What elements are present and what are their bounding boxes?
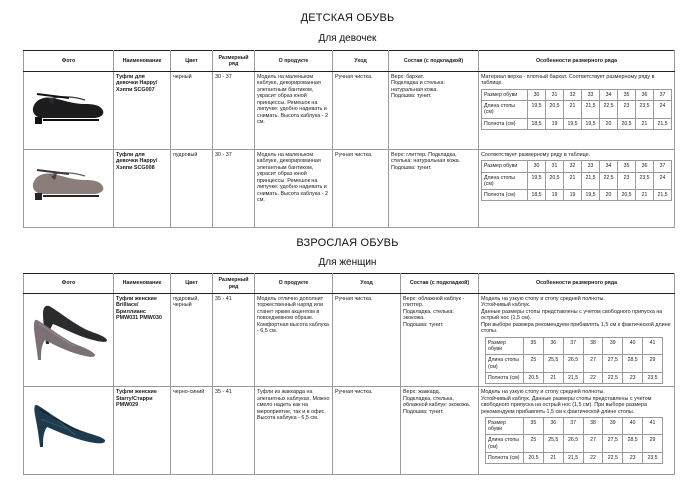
- size-cell: 28,5: [623, 355, 643, 372]
- material-line: Подкладка, стелька, облажной каблук: экокожа.: [403, 395, 471, 409]
- size-cell: 27,5: [603, 435, 623, 452]
- product-name: Туфли для девочки Happy/Хэппи SCG007: [114, 72, 171, 150]
- features-text: Модель на узкую стопу и стопу средней полноты.: [481, 389, 605, 396]
- size-cell: 27: [583, 435, 603, 452]
- size-cell: 21: [636, 190, 654, 201]
- size-table: [481, 160, 672, 201]
- features-text: Соответствует размерному ряду в таблице.: [481, 152, 591, 158]
- features-text: Материал верха - плотный бархат. Соответствует размерному ряду в таблице.: [481, 74, 655, 87]
- size-row-label: Полнота (см): [486, 452, 524, 463]
- material-line: Подошва: тунит.: [403, 408, 444, 415]
- size-cell: 23,5: [643, 372, 663, 383]
- section-subtitle-girls: Для девочек: [318, 33, 377, 44]
- size-cell: 31: [546, 161, 564, 172]
- size-cell: 37: [563, 337, 583, 354]
- header-product: О продукте: [255, 274, 333, 294]
- size-row-label: Полнота (см): [482, 118, 528, 129]
- size-cell: 27: [583, 355, 603, 372]
- size-cell: 25,5: [543, 435, 563, 452]
- material-line: Подкладка и стелька: натуральная кожа.: [391, 80, 445, 93]
- product-color: черно-синий: [171, 387, 213, 475]
- size-cell: 24: [654, 101, 672, 118]
- size-cell: 31: [546, 89, 564, 100]
- size-cell: 32: [564, 161, 582, 172]
- size-cell: 25: [524, 355, 544, 372]
- size-cell: 20: [600, 190, 618, 201]
- size-features: [479, 150, 675, 228]
- size-cell: 39: [603, 337, 623, 354]
- product-photo: [24, 387, 114, 475]
- table-row: [24, 72, 675, 150]
- features-text: Модель на узкую стопу и стопу средней полноты.: [481, 296, 605, 302]
- features-text: При выборе размера рекомендуем прибавлять 1,5 см к фактической длине стопы.: [481, 321, 671, 335]
- size-table: [485, 417, 663, 464]
- size-cell: 21: [543, 452, 563, 463]
- size-cell: 23,5: [636, 101, 654, 118]
- size-cell: 20,5: [524, 372, 544, 383]
- size-row-label: Полнота (см): [486, 372, 524, 383]
- material-line: Подошва: тунит.: [403, 321, 444, 328]
- jacquard-pump-icon: [27, 389, 111, 453]
- glitter-girls-shoe-icon: [29, 152, 109, 210]
- size-cell: 18,5: [528, 118, 546, 129]
- header-color: Цвет: [171, 51, 213, 72]
- size-row-label: Длина стопы (см): [482, 101, 528, 118]
- product-color: черный: [171, 72, 213, 150]
- table-row: [24, 294, 675, 387]
- size-cell: 34: [600, 89, 618, 100]
- header-name: Наименование: [114, 51, 171, 72]
- size-cell: 18,5: [528, 190, 546, 201]
- size-cell: 28,5: [623, 435, 643, 452]
- product-color: пудровый: [171, 150, 213, 228]
- size-cell: 25,5: [543, 355, 563, 372]
- size-cell: 36: [543, 418, 563, 435]
- size-cell: 37: [563, 418, 583, 435]
- material-line: Подкладка, стелька: экокожа.: [403, 308, 454, 322]
- size-cell: 20: [600, 118, 618, 129]
- section-subtitle-women: Для женщин: [318, 257, 377, 268]
- features-text: Данные размеры стопы представлены с учетом свободного припуска на острый нос (1,5 см).: [481, 308, 663, 322]
- size-cell: 36: [543, 337, 563, 354]
- size-cell: 41: [643, 337, 663, 354]
- size-cell: 21: [636, 118, 654, 129]
- features-text: Устойчивый каблук. Данные размеры стопы представлены с учетом свободного припуска на острый нос (1,5 см). При выборе размера рекомендуем прибавлять 1,5 см к фактической длине стопы.: [481, 395, 652, 415]
- product-size-range: 35 - 41: [213, 387, 255, 475]
- size-features: [479, 294, 675, 387]
- size-cell: 25: [524, 435, 544, 452]
- size-features: [479, 387, 675, 475]
- size-cell: 19,5: [528, 101, 546, 118]
- header-features: Особенности размерного ряда: [479, 274, 675, 294]
- size-row-label: Длина стопы (см): [486, 435, 524, 452]
- size-cell: 35: [524, 418, 544, 435]
- size-cell: 21,5: [582, 172, 600, 189]
- size-cell: 27,5: [603, 355, 623, 372]
- size-cell: 21: [564, 101, 582, 118]
- product-material: [389, 72, 479, 150]
- product-size-range: 30 - 37: [213, 72, 255, 150]
- size-cell: 20,5: [618, 190, 636, 201]
- size-cell: 37: [654, 161, 672, 172]
- product-description: Модель отлично дополнит торжественный наряд или станет ярким акцентом в повседневном образе. Комфортная высота каблука - 6,5 см.: [255, 294, 333, 387]
- size-cell: 19: [546, 118, 564, 129]
- section-title-kids: ДЕТСКАЯ ОБУВЬ: [300, 12, 395, 24]
- size-cell: 29: [643, 355, 663, 372]
- size-cell: 35: [524, 337, 544, 354]
- header-features: Особенности размерного ряда: [479, 51, 675, 72]
- product-description: Модель на маленьком каблуке, декорированная элегантным бантиком, украсит образ юной принцессы. Ремешок на липучке: удобно надевать и снимать. Высота каблука - 2 см.: [255, 150, 333, 228]
- product-description: Модель на маленьком каблуке, декорированная элегантным бантиком, украсит образ юной принцессы. Ремешок на липучке: удобно надевать и снимать. Высота каблука - 2 см.: [255, 72, 333, 150]
- table-row: [24, 387, 675, 475]
- size-cell: 37: [654, 89, 672, 100]
- product-care: Ручная чистка.: [333, 294, 401, 387]
- header-color: Цвет: [171, 274, 213, 294]
- size-cell: 41: [643, 418, 663, 435]
- material-line: Подошва: тунит.: [391, 164, 432, 171]
- size-row-label: Длина стопы (см): [486, 355, 524, 372]
- product-photo: [24, 150, 114, 228]
- product-care: Ручная чистка.: [333, 150, 389, 228]
- size-table: [481, 89, 672, 130]
- size-row-label: Размер обуви: [482, 161, 528, 172]
- size-cell: 22,5: [600, 101, 618, 118]
- size-cell: 30: [528, 89, 546, 100]
- material-line: Подошва: тунит.: [391, 93, 432, 100]
- size-cell: 20,5: [546, 101, 564, 118]
- size-cell: 19: [546, 190, 564, 201]
- size-cell: 23: [618, 101, 636, 118]
- product-name: Туфли для девочки Happy/Хэппи SCG008: [114, 150, 171, 228]
- material-line: Верх: жаккард.: [403, 389, 441, 396]
- table-row: [24, 150, 675, 228]
- size-cell: 33: [582, 89, 600, 100]
- product-photo: [24, 72, 114, 150]
- product-material: [401, 294, 479, 387]
- black-girls-shoe-icon: [29, 74, 109, 132]
- size-features: [479, 72, 675, 150]
- size-row-label: Полнота (см): [482, 190, 528, 201]
- size-cell: 29: [643, 435, 663, 452]
- size-cell: 26,5: [563, 435, 583, 452]
- size-cell: 38: [583, 337, 603, 354]
- size-cell: 22,5: [603, 372, 623, 383]
- size-cell: 20,5: [524, 452, 544, 463]
- header-care: Уход: [333, 51, 389, 72]
- size-cell: 19: [564, 190, 582, 201]
- size-cell: 21,5: [654, 190, 672, 201]
- kids-catalog-table: [23, 50, 675, 228]
- material-line: Верх: бархат.: [391, 74, 425, 80]
- size-cell: 36: [636, 89, 654, 100]
- product-color: пудровый, черный: [171, 294, 213, 387]
- size-cell: 19,5: [582, 118, 600, 129]
- product-size-range: 30 - 37: [213, 150, 255, 228]
- size-cell: 23: [623, 372, 643, 383]
- header-name: Наименование: [114, 274, 171, 294]
- size-cell: 21,5: [563, 452, 583, 463]
- size-cell: 40: [623, 418, 643, 435]
- size-cell: 22,5: [603, 452, 623, 463]
- size-row-label: Размер обуви: [482, 89, 528, 100]
- header-material: Состав (с подкладкой): [389, 51, 479, 72]
- size-cell: 21,5: [582, 101, 600, 118]
- size-table: [485, 337, 663, 384]
- product-name: Туфли женские Starry/Старри PMW029: [114, 387, 171, 475]
- product-care: Ручная чистка.: [333, 387, 401, 475]
- material-line: Верх: облажной каблук - глиттер.: [403, 296, 465, 309]
- size-cell: 20,5: [618, 118, 636, 129]
- size-cell: 23: [618, 172, 636, 189]
- size-cell: 20,5: [546, 172, 564, 189]
- features-text: Устойчивый каблук.: [481, 302, 531, 309]
- size-cell: 19,5: [528, 172, 546, 189]
- size-cell: 22: [583, 372, 603, 383]
- size-cell: 26,5: [563, 355, 583, 372]
- product-description: Туфли из жаккарда на элегантных каблуках. Можно смело надеть как на мероприятие, так и в офис. Высота каблука - 6,5 см.: [255, 387, 333, 475]
- header-photo: Фото: [24, 51, 114, 72]
- size-cell: 36: [636, 161, 654, 172]
- product-care: Ручная чистка.: [333, 72, 389, 150]
- header-care: Уход: [333, 274, 401, 294]
- size-cell: 35: [618, 161, 636, 172]
- size-row-label: Размер обуви: [486, 337, 524, 354]
- size-cell: 24: [654, 172, 672, 189]
- glitter-pumps-pair-icon: [27, 296, 111, 366]
- size-cell: 21,5: [654, 118, 672, 129]
- size-cell: 19,5: [564, 118, 582, 129]
- size-cell: 39: [603, 418, 623, 435]
- size-cell: 23: [623, 452, 643, 463]
- product-material: [401, 387, 479, 475]
- size-cell: 33: [582, 161, 600, 172]
- size-cell: 34: [600, 161, 618, 172]
- size-cell: 32: [564, 89, 582, 100]
- adult-catalog-table: [23, 273, 675, 475]
- header-material: Состав (с подкладкой): [401, 274, 479, 294]
- size-cell: 23,5: [636, 172, 654, 189]
- product-photo: [24, 294, 114, 387]
- header-size-range: Размерный ряд: [213, 51, 255, 72]
- header-photo: Фото: [24, 274, 114, 294]
- size-cell: 35: [618, 89, 636, 100]
- product-material: [389, 150, 479, 228]
- size-row-label: Размер обуви: [486, 418, 524, 435]
- size-cell: 21,5: [563, 372, 583, 383]
- size-cell: 30: [528, 161, 546, 172]
- size-cell: 22: [583, 452, 603, 463]
- header-size-range: Размерный ряд: [213, 274, 255, 294]
- size-cell: 40: [623, 337, 643, 354]
- header-product: О продукте: [255, 51, 333, 72]
- size-cell: 22,5: [600, 172, 618, 189]
- size-cell: 19,5: [582, 190, 600, 201]
- product-name: Туфли женские Brilliace/ Бриллианс PMW031 PMW030: [114, 294, 171, 387]
- size-cell: 38: [583, 418, 603, 435]
- size-cell: 21: [543, 372, 563, 383]
- section-title-adult: ВЗРОСЛАЯ ОБУВЬ: [296, 237, 399, 249]
- product-size-range: 35 - 41: [213, 294, 255, 387]
- size-row-label: Длина стопы (см): [482, 172, 528, 189]
- size-cell: 21: [564, 172, 582, 189]
- size-cell: 23,5: [643, 452, 663, 463]
- material-line: Верх: глиттер. Подкладка, стелька: натуральная кожа.: [391, 152, 461, 165]
